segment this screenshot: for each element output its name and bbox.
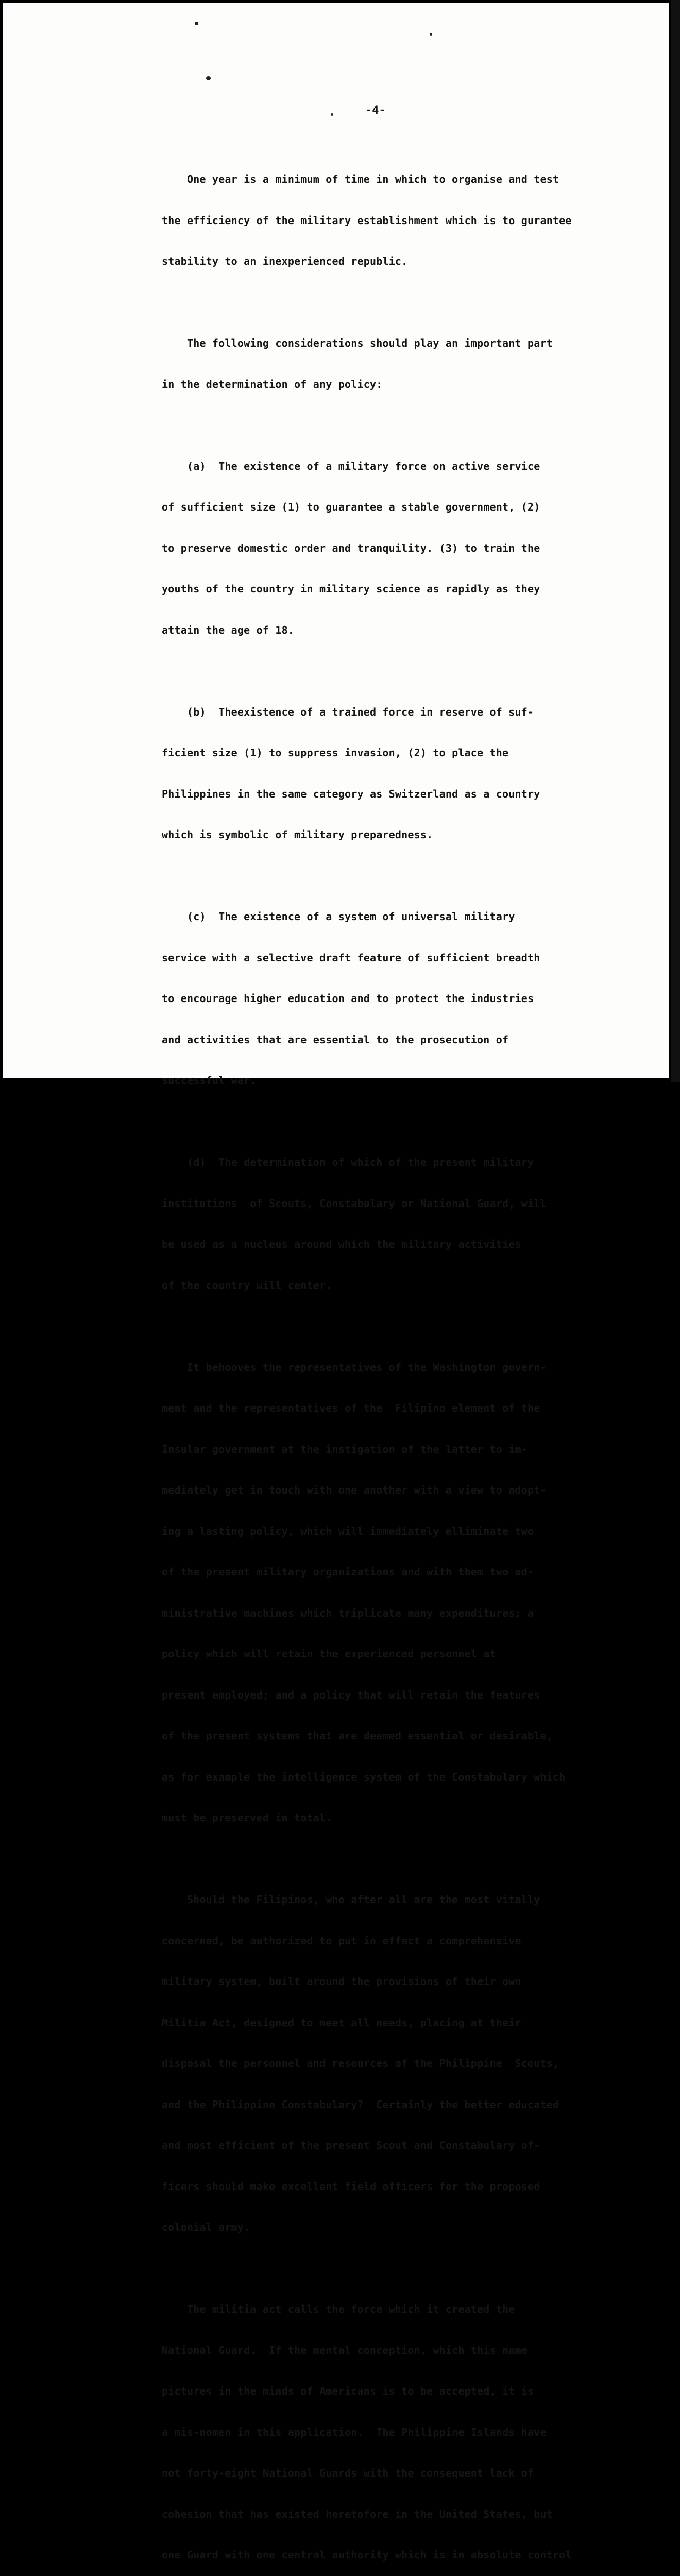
text-line: which is symbolic of military preparedness. (162, 828, 433, 841)
text-line: cohesion that has existed heretofore in the United States, but (162, 2507, 553, 2520)
text-line: (d) The determination of which of the present military (162, 1156, 534, 1168)
text-line: of the present systems that are deemed essential or desirable, (162, 1730, 553, 1742)
text-line: attain the age of 18. (162, 623, 295, 636)
text-line: ministrative machines which triplicate many expenditures; a (162, 1606, 534, 1619)
text-line: mediately get in touch with one another with a view to adopt- (162, 1484, 547, 1496)
text-line: and most efficient of the present Scout and Constabulary of- (162, 2139, 540, 2151)
text-line: successful war. (162, 1074, 257, 1087)
text-line: ficers should make excellent field officers for the proposed (162, 2180, 540, 2193)
paragraph-militia-act (162, 2275, 605, 2576)
paragraph-item-b (162, 678, 605, 869)
text-line: to encourage higher education and to protect the industries (162, 992, 534, 1005)
text-line: in the determination of any policy: (162, 378, 383, 391)
text-line: to preserve domestic order and tranquility. (3) to train the (162, 541, 540, 554)
text-line: institutions of Scouts, Constabulary or National Guard, will (162, 1197, 547, 1210)
paragraph-intro (162, 145, 605, 296)
text-line: Insular government at the instigation of the latter to im- (162, 1443, 528, 1455)
text-line: policy which will retain the experienced personnel at (162, 1648, 496, 1660)
text-line: of the present military organizations and with them two ad- (162, 1566, 534, 1578)
document-page (3, 3, 669, 2561)
text-line: disposal the personnel and resources of the Philippine Scouts, (162, 2057, 559, 2070)
ink-speck (195, 22, 198, 25)
text-line: service with a selective draft feature of sufficient breadth (162, 951, 540, 964)
ink-speck (430, 33, 432, 36)
text-line: must be preserved in total. (162, 1811, 332, 1824)
text-line: It behooves the representatives of the Washington govern- (162, 1361, 547, 1374)
text-line: military system, built around the provisions of their own (162, 1975, 521, 1988)
text-line: stability to an inexperienced republic. (162, 255, 408, 267)
text-line: Should the Filipinos, who after all are the most vitally (162, 1893, 540, 1906)
paragraph-washington (162, 1333, 605, 1852)
document-body (162, 145, 605, 2576)
text-line: One year is a minimum of time in which to organise and test (162, 173, 559, 185)
text-line: (a) The existence of a military force on active service (162, 460, 540, 472)
text-line: the efficiency of the military establishment which is to gurantee (162, 214, 572, 227)
text-line: and activities that are essential to the prosecution of (162, 1033, 509, 1046)
text-line: Militia Act, designed to meet all needs, placing at their (162, 2016, 521, 2029)
text-line: The militia act calls the force which it created the (162, 2303, 515, 2315)
text-line: ment and the representatives of the Filipino element of the (162, 1402, 540, 1414)
paragraph-item-d (162, 1128, 605, 1319)
text-line: National Guard. If the mental conception, which this name (162, 2344, 528, 2357)
text-line: (b) Theexistence of a trained force in reserve of suf- (162, 705, 534, 718)
paragraph-item-c (162, 883, 605, 1115)
page-number: -4- (365, 104, 386, 117)
text-line: (c) The existence of a system of universal military (162, 910, 515, 923)
text-line: present employed; and a policy that will retain the features (162, 1688, 540, 1701)
text-line: concerned, be authorized to put in effect a comprehensive (162, 1934, 521, 1947)
paragraph-considerations (162, 309, 605, 418)
text-line: youths of the country in military science as rapidly as they (162, 583, 540, 595)
text-line: Philippines in the same category as Switzerland as a country (162, 787, 540, 800)
text-line: of sufficient size (1) to guarantee a stable government, (2) (162, 501, 540, 513)
text-line: a mis-nomen in this application. The Philippine Islands have (162, 2426, 547, 2438)
text-line: not forty-eight National Guards with the consequent lack of (162, 2467, 534, 2479)
text-line: one Guard with one central authority which is in absolute control (162, 2549, 572, 2561)
ink-speck (331, 113, 333, 116)
text-line: colonial army. (162, 2221, 250, 2233)
paragraph-filipinos (162, 1866, 605, 2262)
text-line: of the country will center. (162, 1279, 332, 1292)
text-line: pictures in the minds of Americans is to be accepted, it is (162, 2385, 534, 2397)
ink-speck (206, 76, 211, 80)
paragraph-item-a (162, 432, 605, 665)
scan-border (671, 0, 680, 1082)
text-line: The following considerations should play an important part (162, 337, 553, 349)
text-line: as for example the intelligence system of the Constabulary which (162, 1770, 566, 1783)
text-line: ing a lasting policy, which will immediately elliminate two (162, 1524, 534, 1537)
text-line: be used as a nucleus around which the military activities (162, 1238, 521, 1250)
text-line: ficient size (1) to suppress invasion, (2) to place the (162, 747, 509, 759)
text-line: and the Philippine Constabulary? Certainly the better educated (162, 2098, 559, 2111)
